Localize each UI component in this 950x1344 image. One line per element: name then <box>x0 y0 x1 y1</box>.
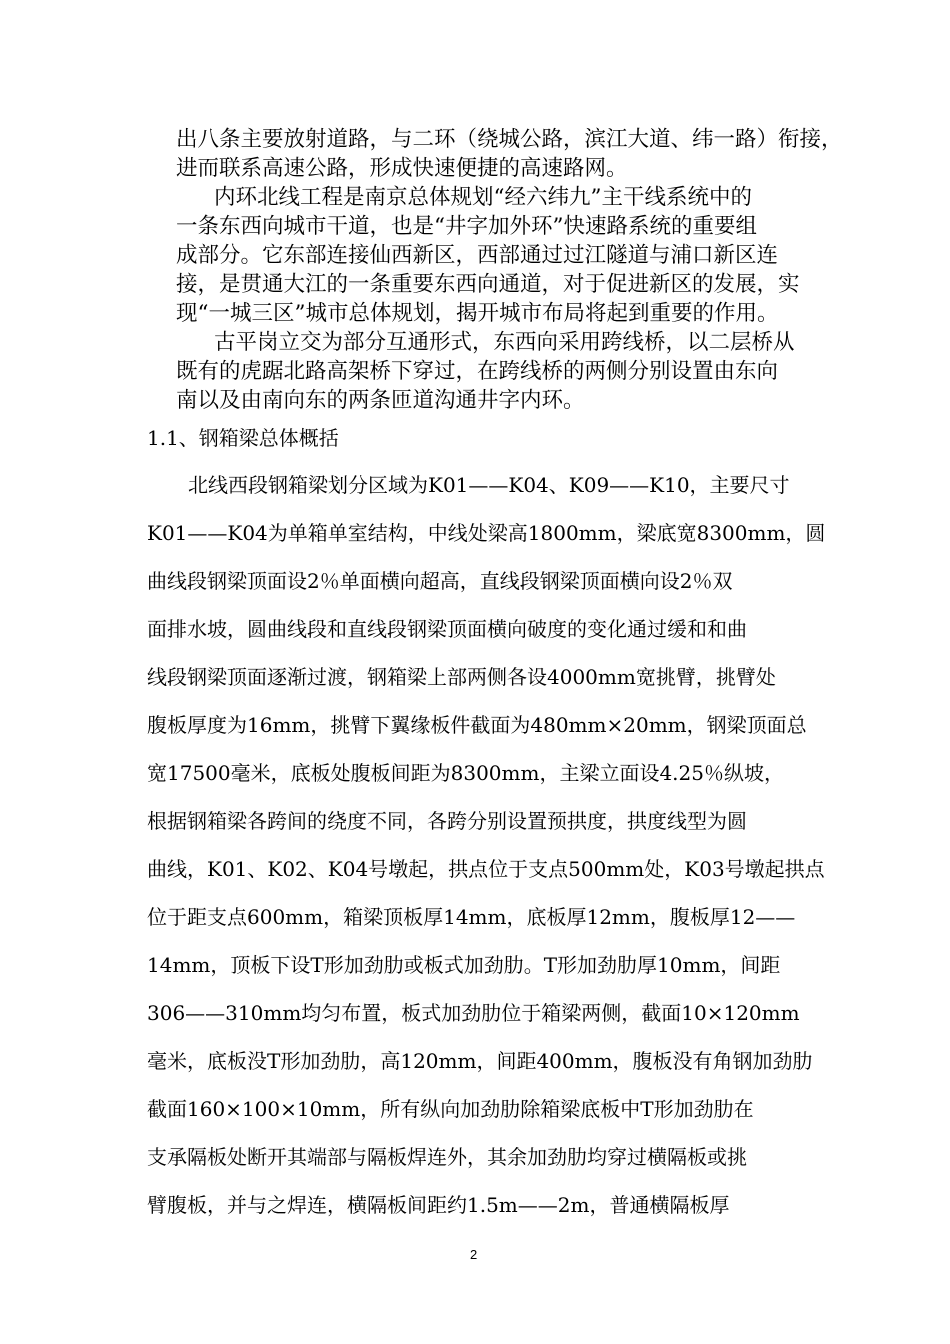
section-heading: 1.1、钢箱梁总体概括 <box>147 426 339 450</box>
body-line: 宽17500毫米，底板处腹板间距为8300mm，主梁立面设4.25％纵坡， <box>147 761 784 785</box>
intro-line: 出八条主要放射道路，与二环（绕城公路，滨江大道、纬一路）衔接， <box>176 127 843 152</box>
intro-line: 成部分。它东部连接仙西新区，西部通过过江隧道与浦口新区连 <box>176 243 779 268</box>
intro-line: 一条东西向城市干道，也是“井字加外环”快速路系统的重要组 <box>176 214 757 239</box>
body-line: 曲线，K01、K02、K04号墩起，拱点位于支点500mm处，K03号墩起拱点 <box>147 857 825 881</box>
body-line: 14mm，顶板下设T形加劲肋或板式加劲肋。T形加劲肋厚10mm，间距 <box>147 953 781 977</box>
body-line: 毫米，底板没T形加劲肋，高120mm，间距400mm，腹板没有角钢加劲肋 <box>147 1049 813 1073</box>
body-line: 位于距支点600mm，箱梁顶板厚14mm，底板厚12mm，腹板厚12—— <box>147 905 796 929</box>
intro-line: 接，是贯通大江的一条重要东西向通道，对于促进新区的发展，实 <box>176 272 800 297</box>
intro-line: 内环北线工程是南京总体规划“经六纬九”主干线系统中的 <box>214 185 752 210</box>
intro-line: 南以及由南向东的两条匝道沟通井字内环。 <box>176 388 585 413</box>
page-number: 2 <box>470 1247 478 1262</box>
body-line: 北线西段钢箱梁划分区域为K01——K04、K09——K10，主要尺寸 <box>188 473 790 497</box>
body-line: 面排水坡，圆曲线段和直线段钢梁顶面横向破度的变化通过缓和和曲 <box>147 617 747 641</box>
body-line: 截面160×100×10mm，所有纵向加劲肋除箱梁底板中T形加劲肋在 <box>147 1097 754 1121</box>
body-line: 臂腹板，并与之焊连，横隔板间距约1.5m——2m，普通横隔板厚 <box>147 1193 730 1217</box>
intro-line: 既有的虎踞北路高架桥下穿过，在跨线桥的两侧分别设置由东向 <box>176 359 779 384</box>
body-line: 曲线段钢梁顶面设2％单面横向超高，直线段钢梁顶面横向设2％双 <box>147 569 733 593</box>
body-line: 支承隔板处断开其端部与隔板焊连外，其余加劲肋均穿过横隔板或挑 <box>147 1145 747 1169</box>
intro-line: 现“一城三区”城市总体规划，揭开城市布局将起到重要的作用。 <box>176 301 779 326</box>
intro-line: 进而联系高速公路，形成快速便捷的高速路网。 <box>176 156 628 181</box>
body-line: 线段钢梁顶面逐渐过渡，钢箱梁上部两侧各设4000mm宽挑臂，挑臂处 <box>147 665 776 689</box>
body-line: 腹板厚度为16mm，挑臂下翼缘板件截面为480mm×20mm，钢梁顶面总 <box>147 713 807 737</box>
intro-line: 古平岗立交为部分互通形式，东西向采用跨线桥，以二层桥从 <box>214 330 795 355</box>
body-line: 306——310mm均匀布置，板式加劲肋位于箱梁两侧，截面10×120mm <box>147 1001 800 1025</box>
body-line: 根据钢箱梁各跨间的绕度不同，各跨分别设置预拱度，拱度线型为圆 <box>147 809 747 833</box>
body-line: K01——K04为单箱单室结构，中线处梁高1800mm，梁底宽8300mm，圆 <box>147 521 826 545</box>
